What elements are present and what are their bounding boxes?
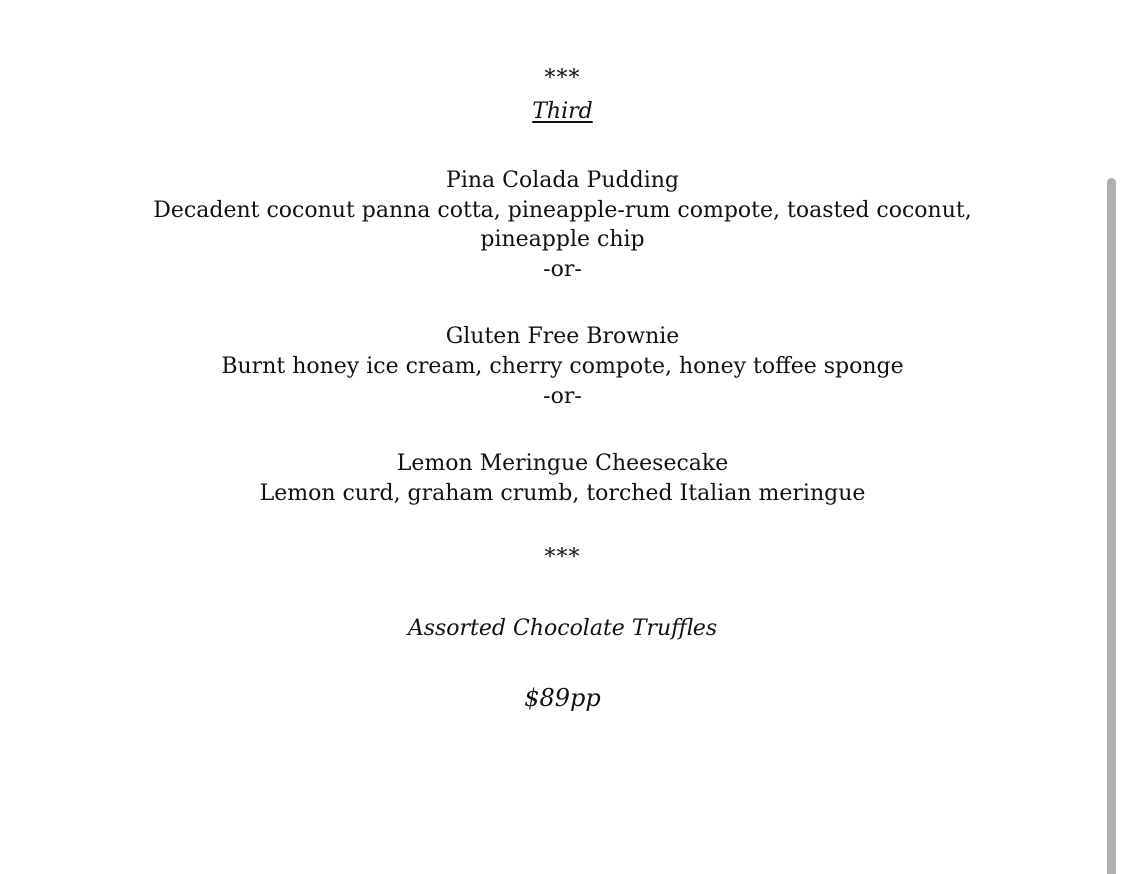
menu-item-description: Burnt honey ice cream, cherry compote, honey toffee sponge — [221, 354, 904, 379]
divider-stars-top: *** — [544, 66, 581, 91]
price-label: $89pp — [524, 684, 601, 712]
scrollbar-thumb[interactable] — [1107, 178, 1116, 874]
menu-item-name: Gluten Free Brownie — [445, 324, 680, 349]
menu-item-description: pineapple chip — [480, 227, 645, 252]
divider-stars-bottom: *** — [544, 545, 581, 570]
course-title: Third — [532, 99, 593, 124]
menu-item-description: Decadent coconut panna cotta, pineapple-rum compote, toasted coconut, — [153, 198, 972, 223]
extra-item: Assorted Chocolate Truffles — [407, 616, 718, 641]
or-separator: -or- — [543, 384, 582, 409]
menu-item-description: Lemon curd, graham crumb, torched Italian meringue — [259, 481, 866, 506]
or-separator: -or- — [543, 257, 582, 282]
menu-item-name: Pina Colada Pudding — [446, 168, 679, 193]
menu-item-name: Lemon Meringue Cheesecake — [396, 451, 729, 476]
